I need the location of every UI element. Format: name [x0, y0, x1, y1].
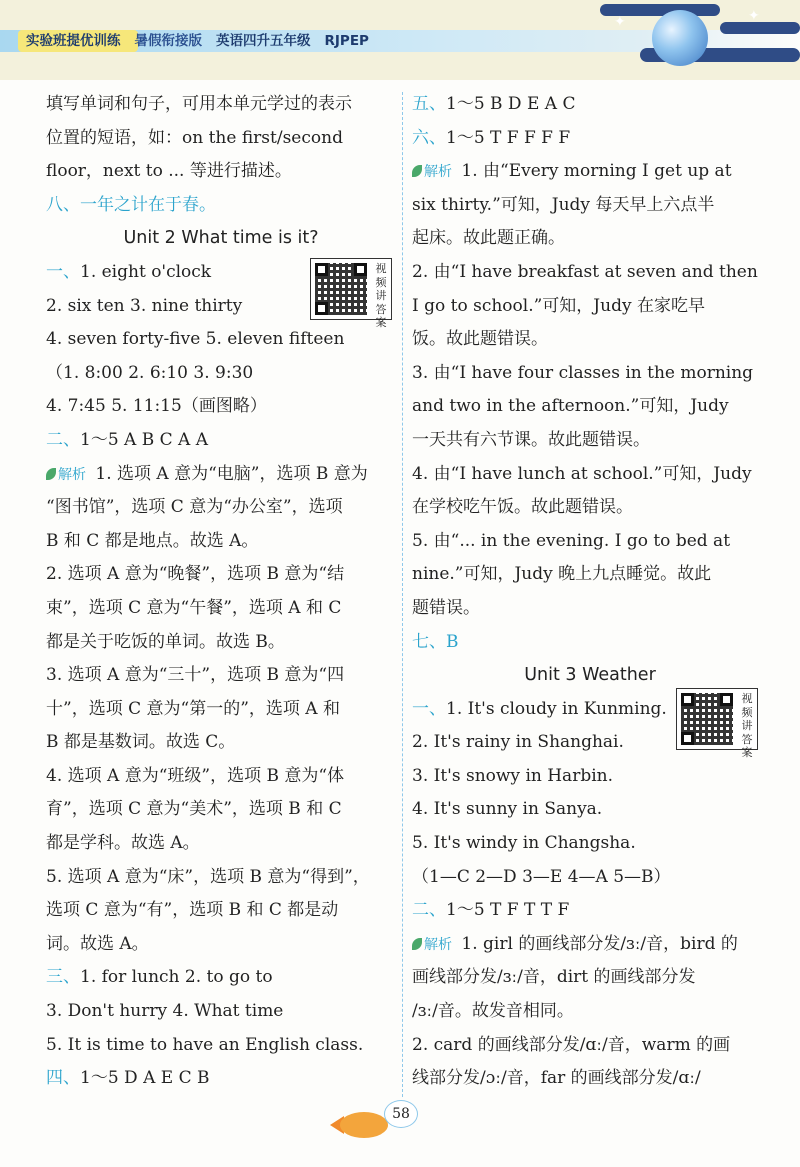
- unit-title: Unit 2 What time is it?: [123, 228, 319, 249]
- answer-line: 二、1～5 T F T T F: [412, 900, 570, 921]
- analysis-line: 在学校吃午饭。故此题错误。: [412, 497, 633, 518]
- analysis-line: 起床。故此题正确。: [412, 228, 565, 249]
- section-marker: 六、: [412, 127, 446, 148]
- analysis-line: B 都是基数词。故选 C。: [46, 732, 236, 753]
- cloud-decoration: [720, 22, 800, 34]
- answer-line: 4. It's sunny in Sanya.: [412, 799, 603, 820]
- unit-title: Unit 3 Weather: [524, 665, 656, 686]
- planet-illustration: [652, 10, 708, 66]
- section-heading: 八、一年之计在于春。: [46, 194, 216, 215]
- analysis-line: 线部分发/ɔː/音，far 的画线部分发/ɑː/: [412, 1068, 701, 1089]
- analysis-line: 词。故选 A。: [46, 933, 149, 954]
- analysis-line: and two in the afternoon.”可知，Judy: [412, 396, 729, 417]
- section-heading: 七、B: [412, 631, 459, 652]
- answer-line: 一、1. It's cloudy in Kunming.: [412, 698, 667, 719]
- analysis-line: six thirty.”可知，Judy 每天早上六点半: [412, 194, 715, 215]
- section-marker: 四、: [46, 1068, 80, 1089]
- answer-line: 4. 7:45 5. 11:15（画图略）: [46, 396, 267, 417]
- analysis-line: 解析 1. 由“Every morning I get up at: [412, 155, 768, 189]
- analysis-badge: 解析: [424, 936, 452, 953]
- page-number: 58: [384, 1100, 418, 1128]
- video-qr-code[interactable]: [310, 258, 392, 329]
- qr-finder: [354, 263, 367, 276]
- analysis-line: 3. 选项 A 意为“三十”，选项 B 意为“四: [46, 665, 345, 686]
- analysis-line: 4. 由“I have lunch at school.”可知，Judy: [412, 463, 752, 484]
- analysis-line: 育”，选项 C 意为“美术”，选项 B 和 C: [46, 799, 342, 820]
- leaf-icon: [46, 468, 56, 480]
- analysis-line: 十”，选项 C 意为“第一的”，选项 A 和: [46, 698, 340, 719]
- answer-line: 一、1. eight o'clock: [46, 261, 212, 282]
- analysis-line: “图书馆”，选项 C 意为“办公室”，选项: [46, 497, 343, 518]
- analysis-line: nine.”可知，Judy 晚上九点睡觉。故此: [412, 564, 712, 585]
- video-qr-code[interactable]: [676, 688, 758, 759]
- answer-line: 2. It's rainy in Shanghai.: [412, 732, 624, 753]
- answer-line: 2. six ten 3. nine thirty: [46, 295, 243, 316]
- analysis-line: 题错误。: [412, 597, 480, 618]
- answer-line: 3. Don't hurry 4. What time: [46, 1001, 284, 1022]
- section-marker: 二、: [412, 900, 446, 921]
- answer-line: 5. It is time to have an English class.: [46, 1034, 364, 1055]
- answer-line: 3. It's snowy in Harbin.: [412, 765, 613, 786]
- left-column: [46, 88, 396, 1096]
- analysis-line: 饭。故此题错误。: [412, 329, 548, 350]
- analysis-line: 2. card 的画线部分发/ɑː/音，warm 的画: [412, 1034, 731, 1055]
- analysis-line: 5. 选项 A 意为“床”，选项 B 意为“得到”，: [46, 866, 370, 887]
- answer-line: （1. 8:00 2. 6:10 3. 9:30: [46, 362, 254, 383]
- qr-finder: [315, 302, 328, 315]
- qr-finder: [681, 732, 694, 745]
- leaf-icon: [412, 938, 422, 950]
- series-name: 实验班提优训练: [26, 33, 121, 49]
- answer-line: 二、1～5 A B C A A: [46, 429, 208, 450]
- page-header: [0, 0, 800, 80]
- answer-line: 三、1. for lunch 2. to go to: [46, 967, 273, 988]
- analysis-line: B 和 C 都是地点。故选 A。: [46, 530, 259, 551]
- analysis-line: 都是学科。故选 A。: [46, 833, 200, 854]
- subject-name: 英语四升五年级: [216, 33, 311, 49]
- qr-label: 视频讲答案: [741, 692, 753, 759]
- text-line: 填写单词和句子，可用本单元学过的表示: [46, 94, 352, 114]
- text-line: floor，next to ... 等进行描述。: [46, 161, 292, 182]
- qr-label: 视频讲答案: [375, 262, 387, 329]
- edition-name: 暑假衔接版: [134, 33, 202, 49]
- answer-line: 五、1～5 B D E A C: [412, 94, 576, 114]
- analysis-line: 束”，选项 C 意为“午餐”，选项 A 和 C: [46, 597, 342, 618]
- qr-finder: [720, 693, 733, 706]
- qr-finder: [681, 693, 694, 706]
- analysis-line: 5. 由“... in the evening. I go to bed at: [412, 530, 731, 551]
- column-divider: [402, 92, 403, 1097]
- publisher-code: RJPEP: [324, 33, 369, 49]
- analysis-line: 2. 选项 A 意为“晚餐”，选项 B 意为“结: [46, 564, 345, 585]
- section-marker: 一、: [412, 698, 446, 719]
- right-column: [412, 88, 768, 1096]
- section-marker: 一、: [46, 261, 80, 282]
- star-icon: ✦: [614, 14, 626, 30]
- analysis-line: I go to school.”可知，Judy 在家吃早: [412, 295, 705, 316]
- section-marker: 二、: [46, 429, 80, 450]
- analysis-line: 选项 C 意为“有”，选项 B 和 C 都是动: [46, 900, 339, 921]
- answer-line: 四、1～5 D A E C B: [46, 1068, 210, 1089]
- star-icon: ✦: [748, 8, 760, 24]
- analysis-line: /ɜː/音。故发音相同。: [412, 1001, 574, 1022]
- qr-finder: [315, 263, 328, 276]
- analysis-line: 都是关于吃饭的单词。故选 B。: [46, 631, 285, 652]
- answer-line: （1—C 2—D 3—E 4—A 5—B）: [412, 866, 671, 887]
- section-marker: 五、: [412, 94, 446, 114]
- analysis-line: 3. 由“I have four classes in the morning: [412, 362, 754, 383]
- analysis-badge: 解析: [424, 164, 452, 181]
- text-line: 位置的短语，如：on the first/second: [46, 127, 343, 148]
- analysis-badge: 解析: [58, 466, 86, 483]
- header-text: [26, 30, 383, 52]
- answer-line: 六、1～5 T F F F F: [412, 127, 571, 148]
- section-marker: 三、: [46, 967, 80, 988]
- analysis-line: 解析 1. 选项 A 意为“电脑”，选项 B 意为: [46, 458, 396, 492]
- leaf-icon: [412, 165, 422, 177]
- fish-mascot-icon: [340, 1112, 388, 1138]
- answer-line: 5. It's windy in Changsha.: [412, 833, 636, 854]
- analysis-line: 画线部分发/ɜː/音，dirt 的画线部分发: [412, 967, 696, 988]
- answer-line: 4. seven forty-five 5. eleven fifteen: [46, 329, 345, 350]
- analysis-line: 2. 由“I have breakfast at seven and then: [412, 261, 758, 282]
- analysis-line: 解析 1. girl 的画线部分发/ɜː/音，bird 的: [412, 928, 768, 962]
- analysis-line: 一天共有六节课。故此题错误。: [412, 429, 650, 450]
- analysis-line: 4. 选项 A 意为“班级”，选项 B 意为“体: [46, 765, 345, 786]
